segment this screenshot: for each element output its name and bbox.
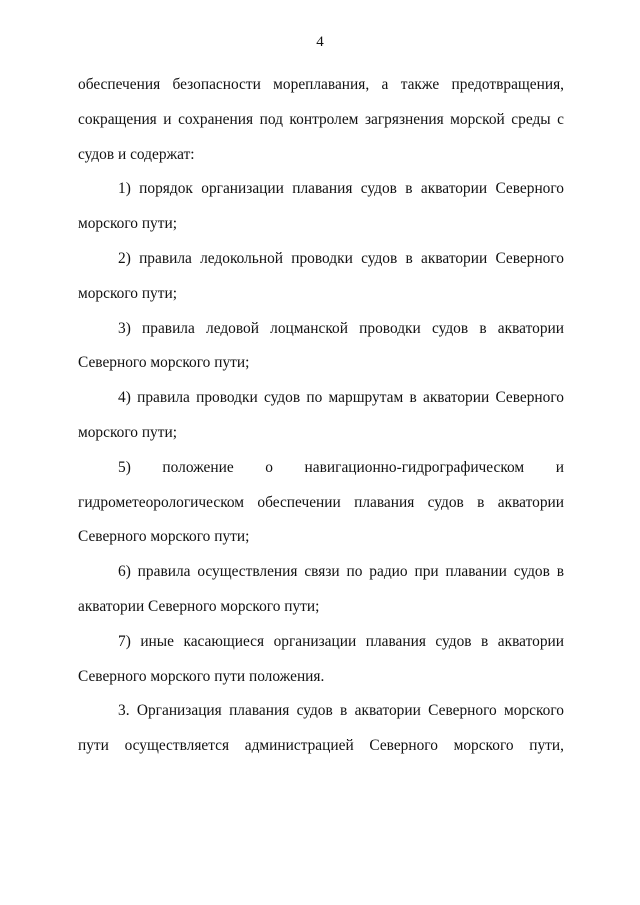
list-item-3: 3) правила ледовой лоцманской проводки судов в акватории Северного морского пути;: [78, 319, 564, 372]
document-body: [78, 68, 564, 764]
list-item-7: 7) иные касающиеся организации плавания судов в акватории Северного морского пути положения.: [78, 632, 564, 685]
list-item-1: 1) порядок организации плавания судов в акватории Северного морского пути;: [78, 180, 564, 233]
paragraph-intro-continuation: обеспечения безопасности мореплавания, а также предотвращения, сокращения и сохранения под контролем загрязнения морской среды с судов и содержат:: [78, 76, 564, 163]
list-item-4: 4) правила проводки судов по маршрутам в акватории Северного морского пути;: [78, 389, 564, 441]
page-number: 4: [316, 34, 324, 50]
list-item-2: 2) правила ледокольной проводки судов в акватории Северного морского пути;: [78, 249, 564, 302]
list-item-6: 6) правила осуществления связи по радио при плавании судов в акватории Северного морского пути;: [78, 563, 564, 615]
paragraph-section-3: 3. Организация плавания судов в акватории Северного морского пути осуществляется администрацией Северного морского пути,: [78, 702, 564, 755]
list-item-5: 5) положение о навигационно-гидрографическом и гидрометеорологическом обеспечении плавания судов в акватории Северного морского пути;: [78, 458, 564, 546]
